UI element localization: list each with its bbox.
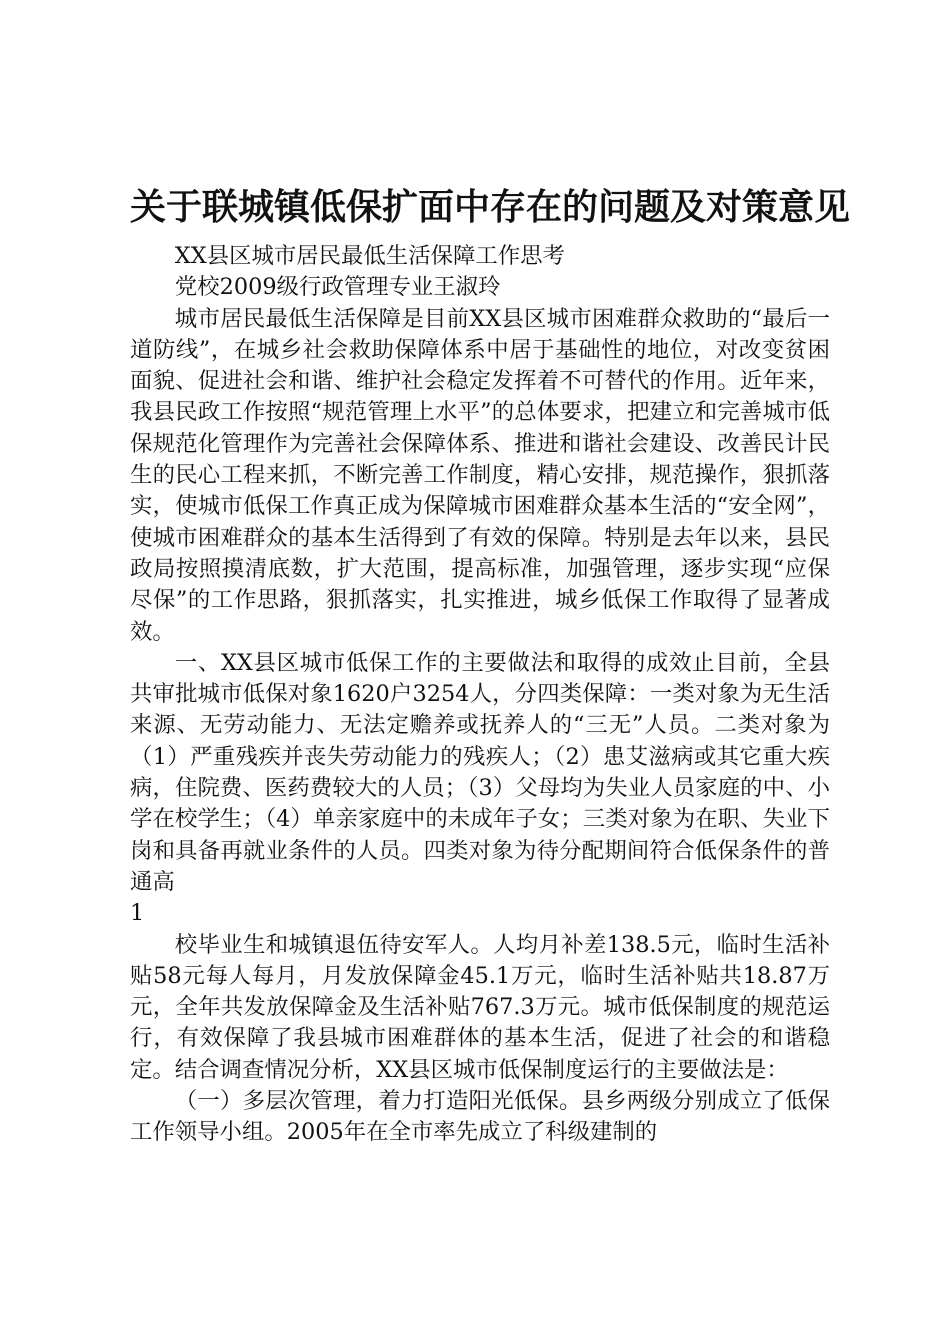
- document-page: [130, 183, 851, 1149]
- page-number: 1: [130, 900, 145, 927]
- body-paragraph: 校毕业生和城镇退伍待安军人。人均月补差138.5元，临时生活补贴58元每人每月，月发放保障金45.1万元，临时生活补贴共18.87万元，全年共发放保障金及生活补贴767.3万元。城市低保制度的规范运行，有效保障了我县城市困难群体的基本生活，促进了社会的和谐稳定。结合调查情况分析，XX县区城市低保制度运行的主要做法是：: [130, 931, 830, 1083]
- document-author: 党校2009级行政管理专业王淑玲: [174, 274, 501, 301]
- document-title: 关于联城镇低保扩面中存在的问题及对策意见: [130, 187, 851, 228]
- document-body: [130, 241, 830, 1149]
- body-paragraph: 城市居民最低生活保障是目前XX县区城市困难群众救助的“最后一道防线”，在城乡社会救助保障体系中居于基础性的地位，对改变贫困面貌、促进社会和谐、维护社会稳定发挥着不可替代的作用。近年来，我县民政工作按照“规范管理上水平”的总体要求，把建立和完善城市低保规范化管理作为完善社会保障体系、推进和谐社会建设、改善民计民生的民心工程来抓，不断完善工作制度，精心安排，规范操作，狠抓落实，使城市低保工作真正成为保障城市困难群众基本生活的“安全网”，使城市困难群众的基本生活得到了有效的保障。特别是去年以来，县民政局按照摸清底数，扩大范围，提高标准，加强管理，逐步实现“应保尽保”的工作思路，狠抓落实，扎实推进，城乡低保工作取得了显著成效。: [130, 305, 830, 645]
- document-subtitle: XX县区城市居民最低生活保障工作思考: [174, 243, 565, 269]
- body-paragraph: （一）多层次管理，着力打造阳光低保。县乡两级分别成立了低保工作领导小组。2005年在全市率先成立了科级建制的: [130, 1088, 830, 1146]
- body-paragraph: 一、XX县区城市低保工作的主要做法和取得的成效止目前，全县共审批城市低保对象1620户3254人，分四类保障：一类对象为无生活来源、无劳动能力、无法定赡养或抚养人的“三无”人员。二类对象为（1）严重残疾并丧失劳动能力的残疾人；（2）患艾滋病或其它重大疾病，住院费、医药费较大的人员；（3）父母均为失业人员家庭的中、小学在校学生；（4）单亲家庭中的未成年子女；三类对象为在职、失业下岗和具备再就业条件的人员。四类对象为待分配期间符合低保条件的普通高: [130, 649, 830, 895]
